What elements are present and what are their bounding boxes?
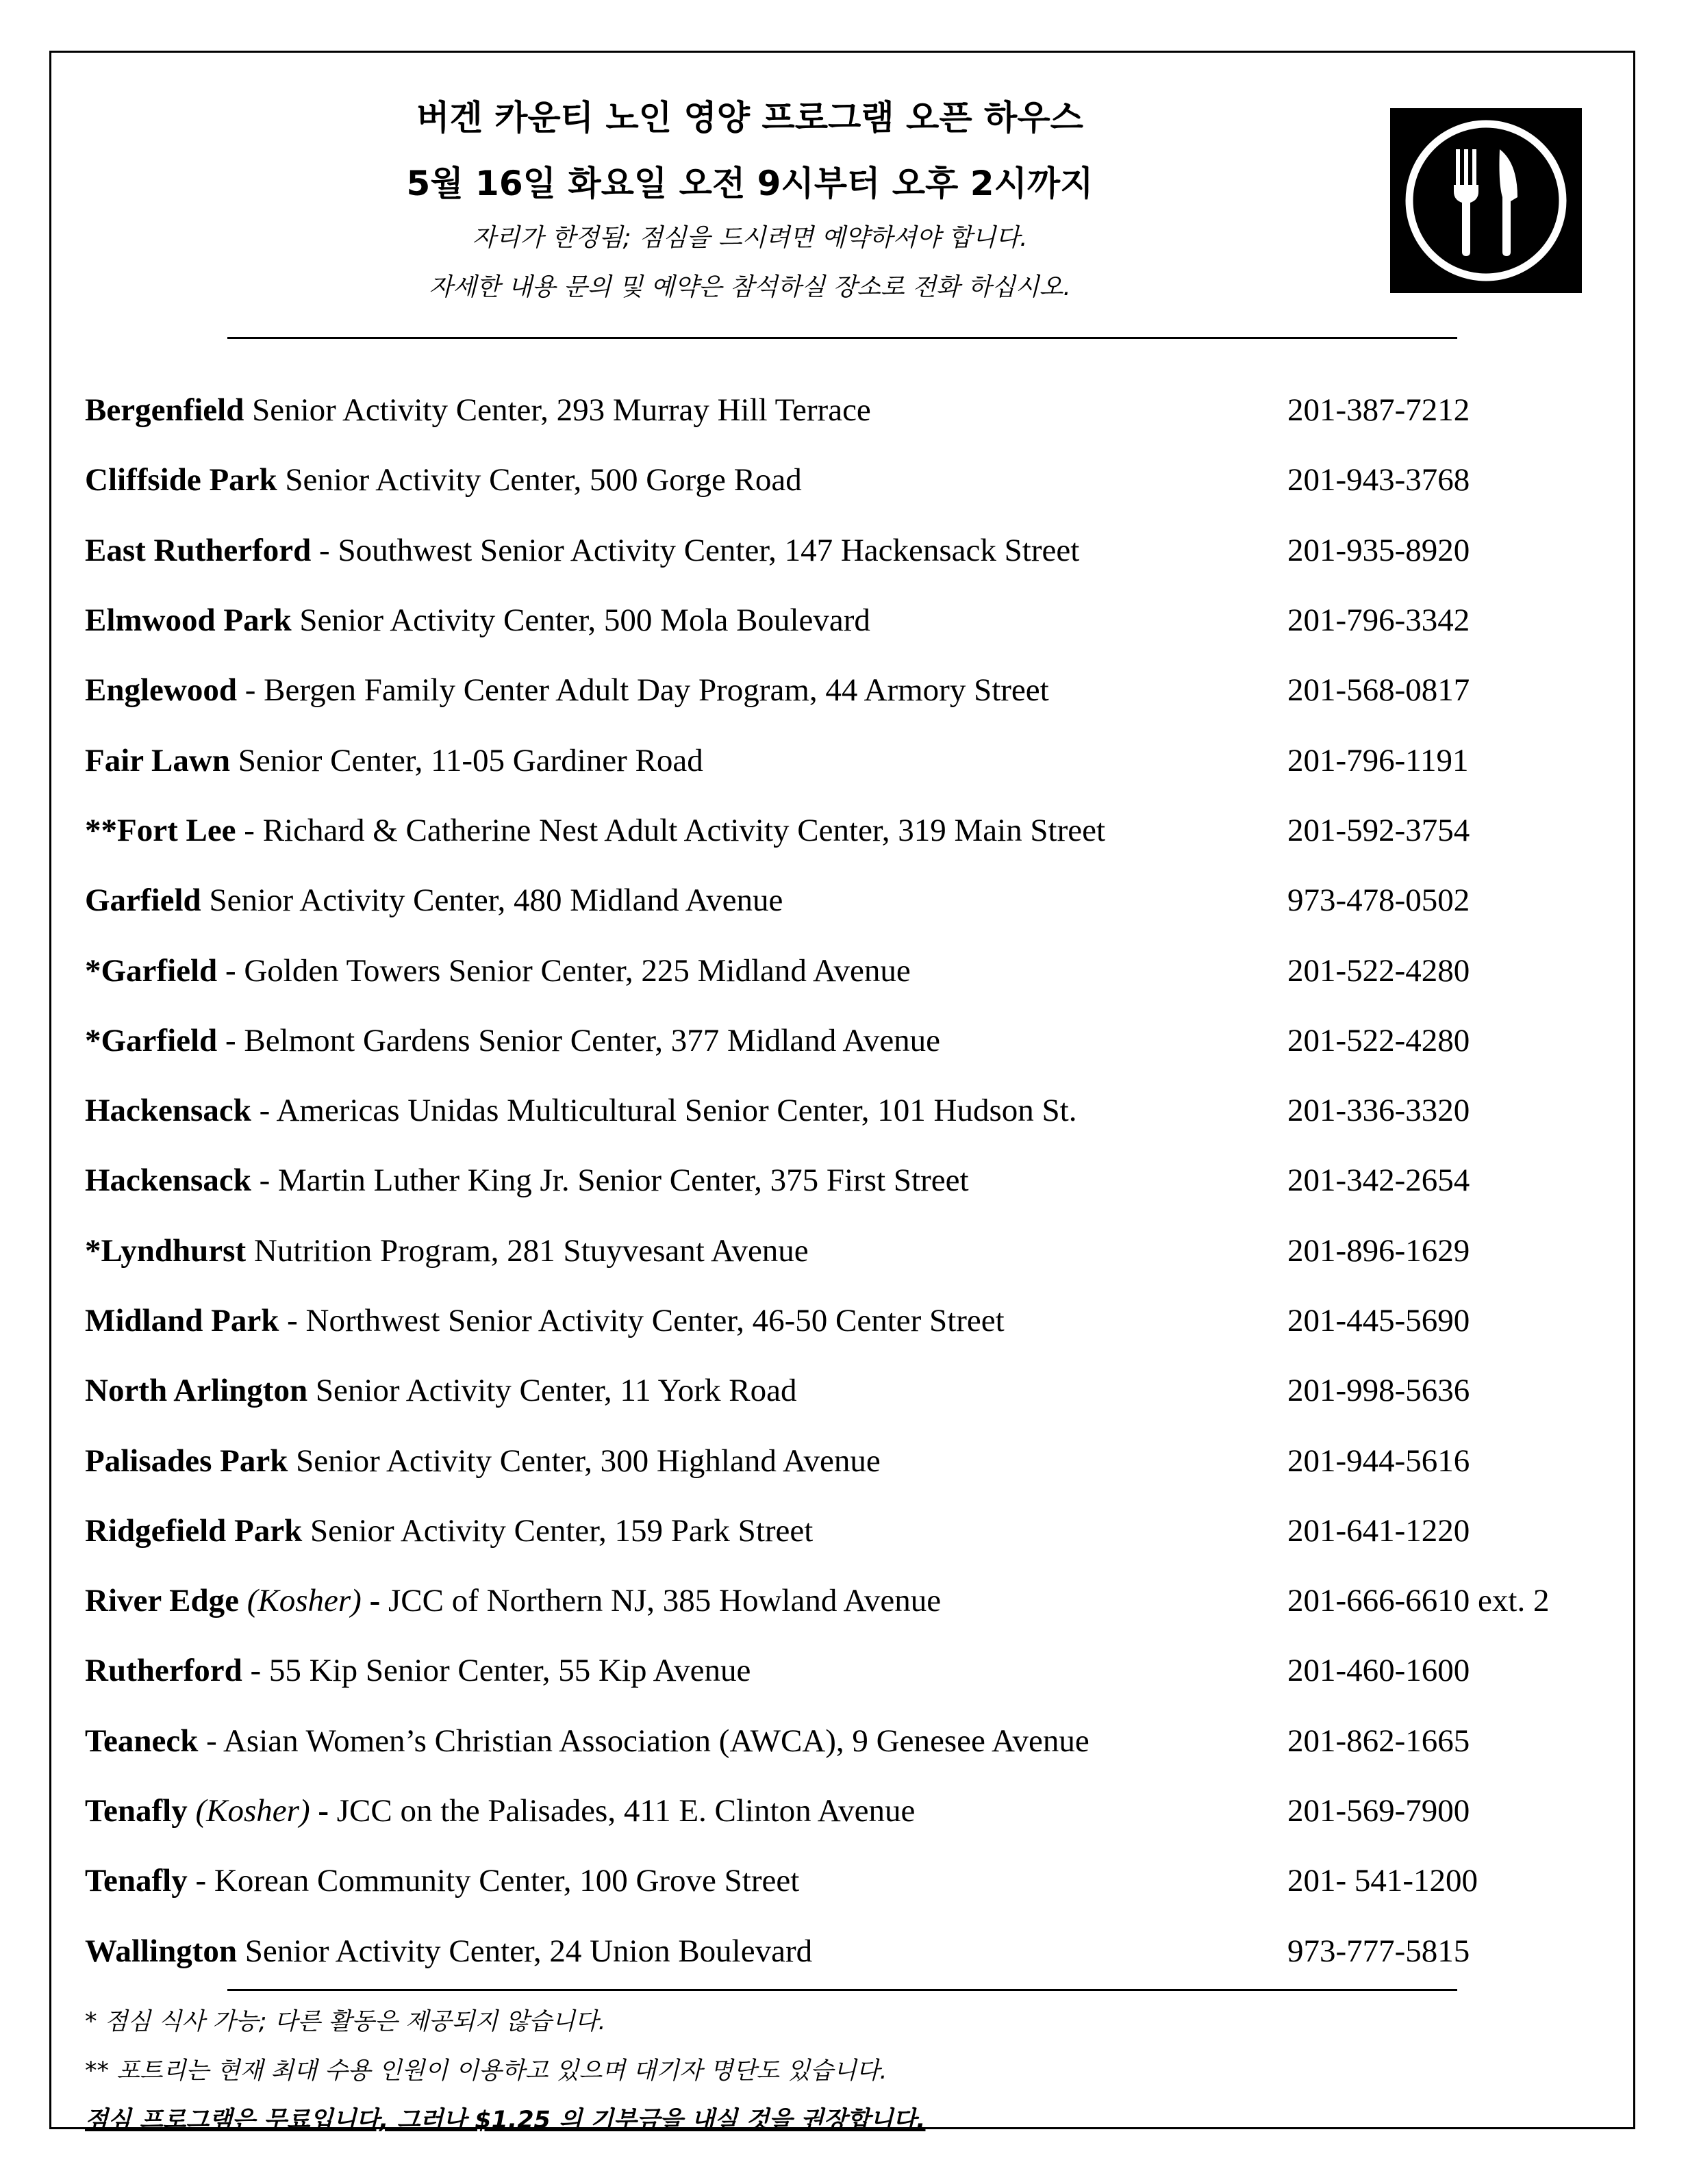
location-separator: - [244,812,255,848]
location-detail: JCC on the Palisades, 411 E. Clinton Avenue [336,1793,916,1829]
footnote-lunch-only: * 점심 식사 가능; 다른 활동은 제공되지 않습니다. [85,2008,606,2035]
reservation-note: 자리가 한정됨; 점심을 드시려면 예약하셔야 합니다. [472,224,1028,252]
location-row [85,1636,1633,1705]
location-text [85,952,1287,989]
location-city: Bergenfield [85,392,244,429]
location-text [85,1372,1287,1409]
location-text [85,602,1287,639]
location-city: Wallington [85,1933,238,1969]
location-separator: - [225,1022,236,1058]
location-city: **Fort Lee [85,812,236,848]
location-city: Cliffside Park [85,462,277,498]
location-phone: 201-796-3342 [1287,602,1470,639]
location-separator: - [369,1583,381,1619]
location-text [85,1092,1287,1129]
location-text [85,1933,1287,1970]
page-title: 버겐 카운티 노인 영양 프로그램 오픈 하우스 [416,98,1083,138]
location-phone: 201-445-5690 [1287,1303,1470,1338]
location-phone: 973-478-0502 [1287,883,1470,919]
location-separator: - [259,1163,270,1199]
location-phone: 201-998-5636 [1287,1373,1470,1409]
location-separator: - [318,1793,329,1829]
location-row [85,375,1633,445]
location-city: Fair Lawn [85,742,230,778]
location-row [85,445,1633,515]
location-detail: Senior Activity Center, 24 Union Boulevard [244,1933,813,1969]
location-separator: - [259,1093,270,1129]
location-detail: Senior Activity Center, 159 Park Street [310,1512,814,1549]
location-city: Ridgefield Park [85,1512,303,1549]
location-phone: 201-935-8920 [1287,532,1470,568]
location-phone: 201-862-1665 [1287,1723,1470,1759]
contact-note: 자세한 내용 문의 및 예약은 참석하실 장소로 전화 하십시오. [429,273,1071,301]
location-detail: Northwest Senior Activity Center, 46-50 Center Street [305,1303,1005,1338]
location-phone: 201-336-3320 [1287,1093,1470,1129]
location-phone: 201-592-3754 [1287,812,1470,848]
fork-and-knife-icon [1390,108,1582,293]
location-separator: - [195,1863,207,1899]
location-city: Elmwood Park [85,602,292,639]
location-phone: 201-522-4280 [1287,952,1470,989]
location-phone: 201-666-6610 ext. 2 [1287,1583,1550,1619]
location-city: Tenafly [85,1863,188,1899]
location-row [85,1076,1633,1145]
location-text [85,672,1287,709]
location-row [85,865,1633,935]
location-detail: 55 Kip Senior Center, 55 Kip Avenue [268,1653,751,1689]
location-city: North Arlington [85,1373,308,1409]
location-row [85,1425,1633,1495]
location-text [85,1302,1287,1339]
location-detail: Senior Activity Center, 480 Midland Avenue [209,883,783,919]
location-detail: Southwest Senior Activity Center, 147 Hackensack Street [338,532,1080,568]
location-separator: - [225,952,236,989]
location-row [85,725,1633,795]
location-city: Garfield [85,883,201,919]
location-city: *Garfield [85,1022,218,1058]
location-phone: 201-943-3768 [1287,462,1470,498]
location-phone: 201-522-4280 [1287,1022,1470,1058]
location-row [85,935,1633,1005]
location-row [85,1916,1633,1986]
location-phone: 201-641-1220 [1287,1512,1470,1549]
location-row [85,1006,1633,1076]
location-city: River Edge [85,1583,239,1619]
location-detail: Senior Center, 11-05 Gardiner Road [238,742,703,778]
location-detail: Korean Community Center, 100 Grove Street [214,1863,800,1899]
location-row [85,1145,1633,1215]
location-text [85,532,1287,569]
location-detail: Asian Women’s Christian Association (AWCA), 9 Genesee Avenue [223,1723,1089,1759]
location-text [85,1512,1287,1549]
footer-divider [227,1989,1457,1991]
location-text [85,1723,1287,1760]
location-phone: 201-569-7900 [1287,1793,1470,1829]
location-city: Tenafly [85,1793,188,1829]
location-city: East Rutherford [85,532,312,568]
location-text [85,1652,1287,1689]
location-city: Hackensack [85,1093,251,1129]
location-detail: Senior Activity Center, 11 York Road [315,1373,797,1409]
location-detail: Americas Unidas Multicultural Senior Center, 101 Hudson St. [276,1093,1077,1129]
location-text [85,1862,1287,1899]
location-detail: Senior Activity Center, 500 Mola Boulevard [299,602,870,639]
location-text [85,1582,1287,1619]
location-row [85,796,1633,865]
location-phone: 201-896-1629 [1287,1232,1470,1269]
location-text [85,1232,1287,1269]
footnote-fort-lee-waitlist: ** 포트리는 현재 최대 수용 인원이 이용하고 있으며 대기자 명단도 있습니다. [85,2057,887,2085]
location-city: *Lyndhurst [85,1232,247,1269]
location-text [85,812,1287,849]
location-row [85,585,1633,655]
location-phone: 201-796-1191 [1287,742,1469,778]
location-detail: Martin Luther King Jr. Senior Center, 375 First Street [278,1163,969,1199]
event-date-time: 5월 16일 화요일 오전 9시부터 오후 2시까지 [406,164,1094,203]
location-detail: Senior Activity Center, 293 Murray Hill Terrace [252,392,871,429]
location-row [85,1286,1633,1356]
location-phone: 201-568-0817 [1287,672,1470,709]
location-text [85,461,1287,498]
location-text [85,1162,1287,1199]
location-detail: Senior Activity Center, 500 Gorge Road [285,462,802,498]
location-city: Midland Park [85,1303,279,1338]
location-row [85,1216,1633,1286]
location-separator: - [250,1653,262,1689]
location-separator: - [244,672,256,709]
location-detail: Belmont Gardens Senior Center, 377 Midland Avenue [244,1022,941,1058]
location-phone: 201- 541-1200 [1287,1863,1478,1899]
location-detail: Nutrition Program, 281 Stuyvesant Avenue [253,1232,809,1269]
location-detail: Golden Towers Senior Center, 225 Midland Avenue [244,952,911,989]
location-text [85,1443,1287,1480]
location-city: Hackensack [85,1163,251,1199]
location-kosher-tag: (Kosher) [247,1583,362,1619]
location-row [85,1706,1633,1776]
location-phone: 201-387-7212 [1287,392,1470,429]
location-separator: - [287,1303,298,1338]
location-list [85,375,1633,1986]
location-text [85,392,1287,429]
location-phone: 201-944-5616 [1287,1443,1470,1479]
location-row [85,655,1633,725]
header-divider [227,337,1457,339]
location-phone: 973-777-5815 [1287,1933,1470,1969]
location-separator: - [206,1723,217,1759]
location-text [85,882,1287,919]
location-row [85,1356,1633,1425]
location-city: Rutherford [85,1653,242,1689]
location-text [85,1792,1287,1829]
location-phone: 201-460-1600 [1287,1653,1470,1689]
footnote-donation: 점심 프로그램은 무료입니다, 그러나 $1.25 의 기부금을 내실 것을 권장합니다. [85,2107,926,2134]
location-detail: JCC of Northern NJ, 385 Howland Avenue [388,1583,942,1619]
location-row [85,516,1633,585]
location-city: Teaneck [85,1723,199,1759]
location-row [85,1776,1633,1846]
location-phone: 201-342-2654 [1287,1163,1470,1199]
location-text [85,742,1287,779]
location-detail: Bergen Family Center Adult Day Program, 44 Armory Street [264,672,1049,709]
location-row [85,1566,1633,1636]
location-row [85,1846,1633,1916]
location-detail: Senior Activity Center, 300 Highland Avenue [296,1443,881,1479]
location-row [85,1496,1633,1566]
location-city: *Garfield [85,952,218,989]
location-city: Englewood [85,672,237,709]
location-kosher-tag: (Kosher) [195,1793,310,1829]
location-detail: Richard & Catherine Nest Adult Activity Center, 319 Main Street [262,812,1106,848]
location-separator: - [319,532,330,568]
location-text [85,1022,1287,1059]
location-city: Palisades Park [85,1443,288,1479]
